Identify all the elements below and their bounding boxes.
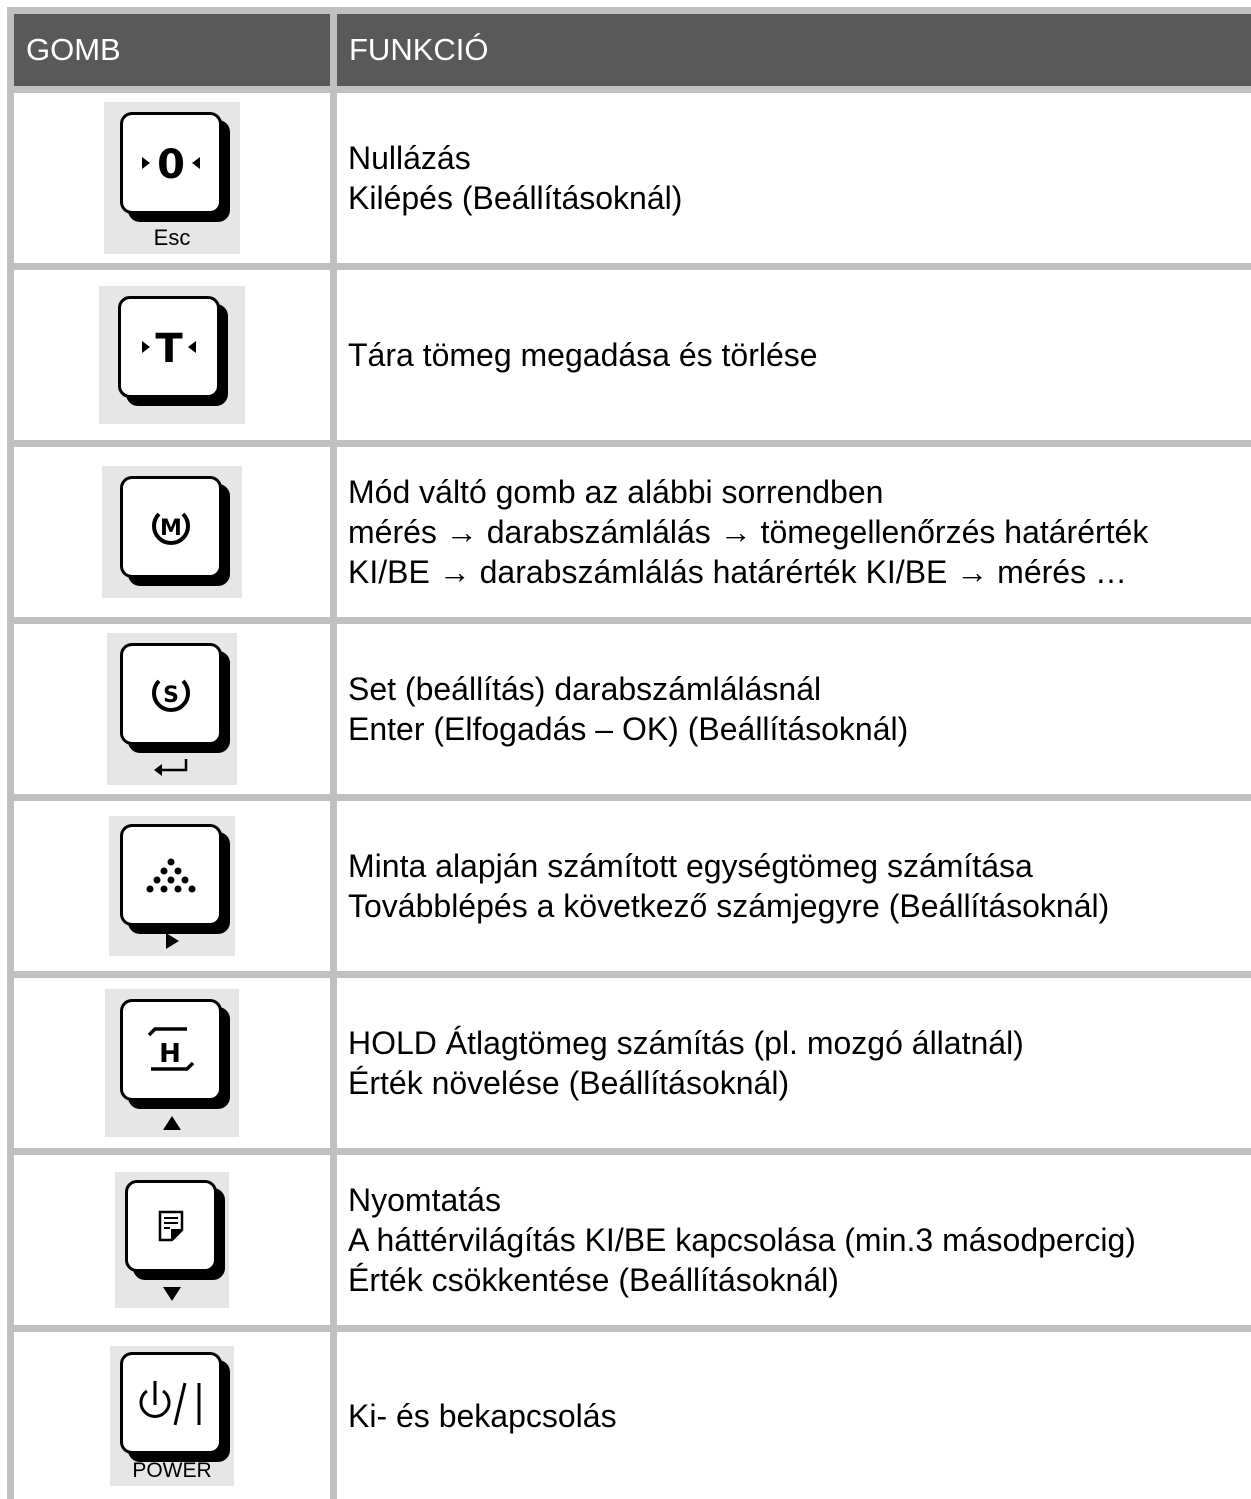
print-key-icon (125, 1180, 217, 1272)
right-triangle-icon (164, 932, 180, 950)
hold-key-icon (120, 999, 222, 1101)
function-line: Érték csökkentése (Beállításoknál) (348, 1262, 839, 1298)
function-line: Set (beállítás) darabszámlálásnál (348, 671, 822, 707)
function-line: KI/BE → darabszámlálás határérték KI/BE → mérés … (348, 554, 1127, 590)
function-cell (337, 93, 1251, 263)
key-cell (14, 1155, 330, 1325)
zero-key (104, 102, 240, 254)
table-row (14, 624, 1251, 794)
mode-key-icon (120, 476, 222, 578)
function-line: Nyomtatás (348, 1182, 501, 1218)
function-line: mérés → darabszámlálás → tömegellenőrzés határérték (348, 514, 1149, 550)
key-cell (14, 270, 330, 440)
table-row (14, 801, 1251, 971)
svg-text:T: T (155, 326, 183, 372)
key-cell (14, 624, 330, 794)
key-cell (14, 978, 330, 1148)
key-function-table (7, 7, 1251, 1499)
function-line: Érték növelése (Beállításoknál) (348, 1065, 790, 1101)
function-line: HOLD Átlagtömeg számítás (pl. mozgó állatnál) (348, 1025, 1024, 1061)
down-triangle-icon (162, 1286, 182, 1302)
key-cell (14, 93, 330, 263)
svg-text:0: 0 (157, 142, 185, 188)
function-line: Enter (Elfogadás – OK) (Beállításoknál) (348, 711, 909, 747)
sample-key-icon (120, 824, 222, 926)
zero-key-icon (120, 112, 222, 214)
print-key (115, 1172, 229, 1308)
key-cell (14, 1332, 330, 1499)
function-line: A háttérvilágítás KI/BE kapcsolása (min.3 másodpercig) (348, 1222, 1136, 1258)
function-cell (337, 801, 1251, 971)
table-row (14, 270, 1251, 440)
power-key-icon (120, 1352, 222, 1454)
hold-key (105, 989, 239, 1137)
tare-key-icon (118, 296, 220, 398)
set-key-icon (120, 643, 222, 745)
svg-text:H: H (159, 1039, 181, 1069)
mode-key (102, 466, 242, 598)
svg-text:S: S (163, 683, 179, 708)
key-cell (14, 801, 330, 971)
function-line: Minta alapján számított egységtömeg számítása (348, 848, 1033, 884)
function-line: Tára tömeg megadása és törlése (348, 337, 818, 373)
function-cell (337, 1332, 1251, 1499)
function-cell (337, 270, 1251, 440)
key-label-power: POWER (132, 1458, 212, 1482)
function-line: Mód váltó gomb az alábbi sorrendben (348, 474, 884, 510)
table-row (14, 978, 1251, 1148)
function-line: Nullázás (348, 140, 471, 176)
table-row (14, 93, 1251, 263)
svg-text:M: M (160, 516, 182, 541)
function-cell (337, 447, 1251, 617)
function-line: Továbblépés a következő számjegyre (Beállításoknál) (348, 888, 1110, 924)
table-row (14, 1155, 1251, 1325)
key-label-esc: Esc (153, 225, 191, 250)
key-cell (14, 447, 330, 617)
sample-key (109, 816, 235, 956)
header-gomb: GOMB (14, 14, 330, 86)
table-row (14, 1332, 1251, 1499)
function-cell (337, 624, 1251, 794)
tare-key (99, 286, 245, 424)
power-key (110, 1346, 234, 1486)
function-cell (337, 1155, 1251, 1325)
enter-arrow-icon (152, 757, 192, 779)
function-line: Ki- és bekapcsolás (348, 1397, 617, 1434)
table-row (14, 447, 1251, 617)
header-funkcio: FUNKCIÓ (337, 14, 1251, 86)
up-triangle-icon (162, 1115, 182, 1131)
function-cell (337, 978, 1251, 1148)
set-key (107, 633, 237, 785)
function-line: Kilépés (Beállításoknál) (348, 180, 683, 216)
